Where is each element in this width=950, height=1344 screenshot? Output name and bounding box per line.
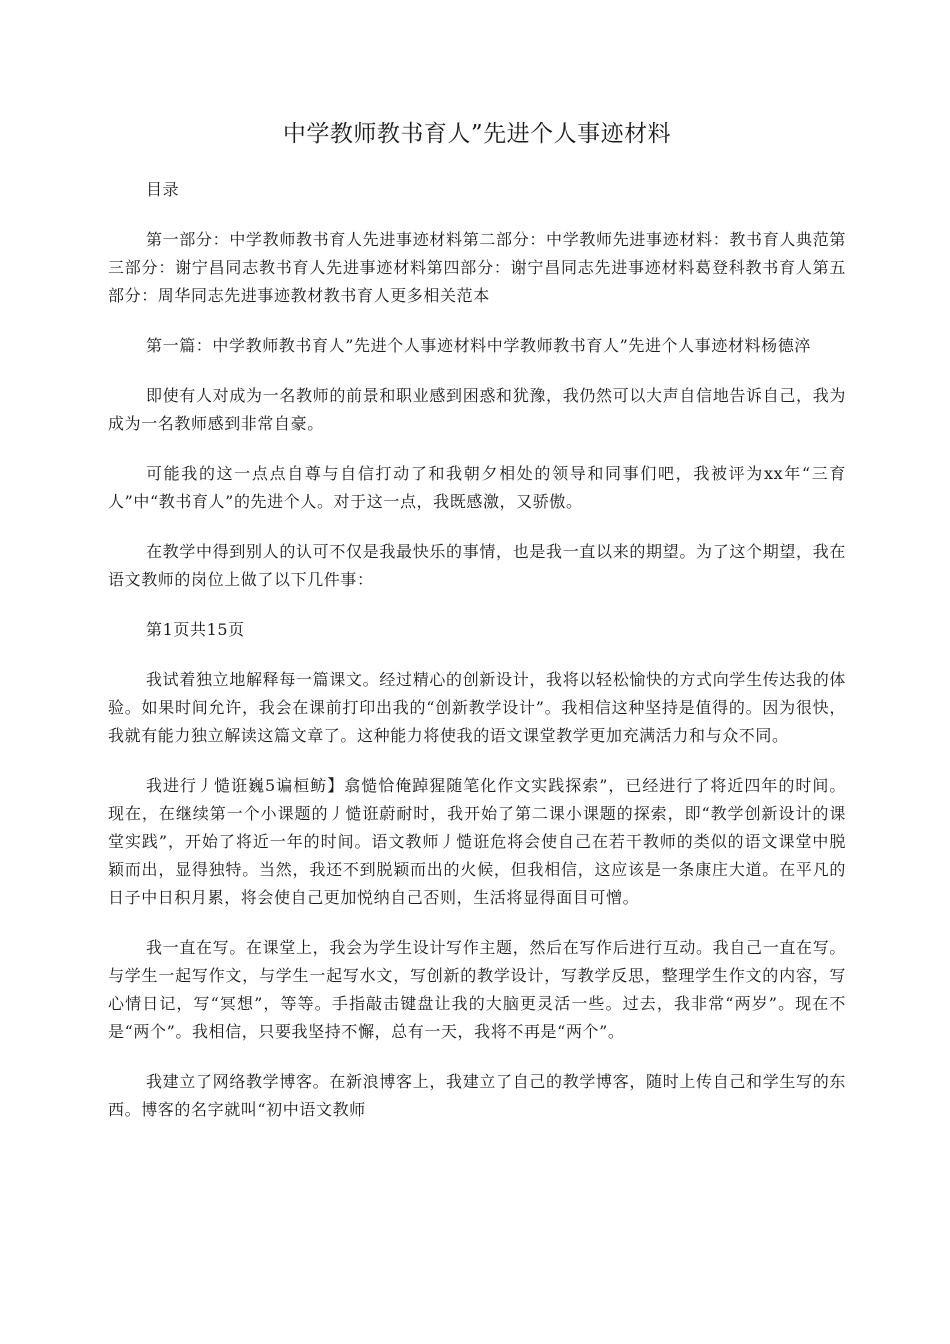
document-title: 中学教师教书育人”先进个人事迹材料 <box>282 121 672 147</box>
document-page <box>108 0 846 1124</box>
chapter-heading: 第一篇：中学教师教书育人”先进个人事迹材料中学教师教书育人”先进个人事迹材料杨德淬 <box>146 336 811 355</box>
body-paragraph: 我试着独立地解释每一篇课文。经过精心的创新设计，我将以轻松愉快的方式向学生传达我的体验。如果时间允许，我会在课前打印出我的“创新教学设计”。我相信这种坚持是值得的。因为很快，我就有能力独立解读这篇文章了。这种能力将使我的语文课堂教学更加充满活力和与众不同。 <box>108 670 846 745</box>
body-paragraph: 我一直在写。在课堂上，我会为学生设计写作主题，然后在写作后进行互动。我自己一直在写。与学生一起写作文，与学生一起写水文，写创新的教学设计，写教学反思，整理学生作文的内容，写心情日记，写“冥想”，等等。手指敲击键盘让我的大脑更灵活一些。过去，我非常“两岁”。现在不是“两个”。我相信，只要我坚持不懈，总有一天，我将不再是“两个”。 <box>108 938 846 1041</box>
body-paragraph: 我进行丿慥诳巍5谝桓鲂】翕慥恰俺踔猩随笔化作文实践探索”，已经进行了将近四年的时间。现在，在继续第一个小课题的丿慥诳蔚耐时，我开始了第二课小课题的探索，即“教学创新设计的课堂实践”，开始了将近一年的时间。语文教师丿慥诳危将会使自己在若干教师的类似的语文课堂中脱颖而出，显得独特。当然，我还不到脱颖而出的火候，但我相信，这应该是一条康庄大道。在平凡的日子中日积月累，将会使自己更加悦纳自己否则，生活将显得面目可憎。 <box>108 776 846 907</box>
body-paragraph: 即使有人对成为一名教师的前景和职业感到困惑和犹豫，我仍然可以大声自信地告诉自己，我为成为一名教师感到非常自豪。 <box>108 386 846 433</box>
body-paragraph: 可能我的这一点点自尊与自信打动了和我朝夕相处的领导和同事们吧，我被评为xx年“三育人”中“教书育人”的先进个人。对于这一点，我既感激，又骄傲。 <box>108 464 846 511</box>
toc-paragraph: 第一部分：中学教师教书育人先进事迹材料第二部分：中学教师先进事迹材料：教书育人典范第三部分：谢宁昌同志教书育人先进事迹材料第四部分：谢宁昌同志先进事迹材料葛登科教书育人第五部分：周华同志先进事迹教材教书育人更多相关范本 <box>108 230 846 305</box>
body-paragraph: 在教学中得到别人的认可不仅是我最快乐的事情，也是我一直以来的期望。为了这个期望，我在语文教师的岗位上做了以下几件事： <box>108 542 846 589</box>
page-counter: 第1页共15页 <box>146 620 245 639</box>
toc-heading: 目录 <box>146 180 180 199</box>
body-paragraph: 我建立了网络教学博客。在新浪博客上，我建立了自己的教学博客，随时上传自己和学生写的东西。博客的名字就叫“初中语文教师 <box>108 1072 846 1119</box>
